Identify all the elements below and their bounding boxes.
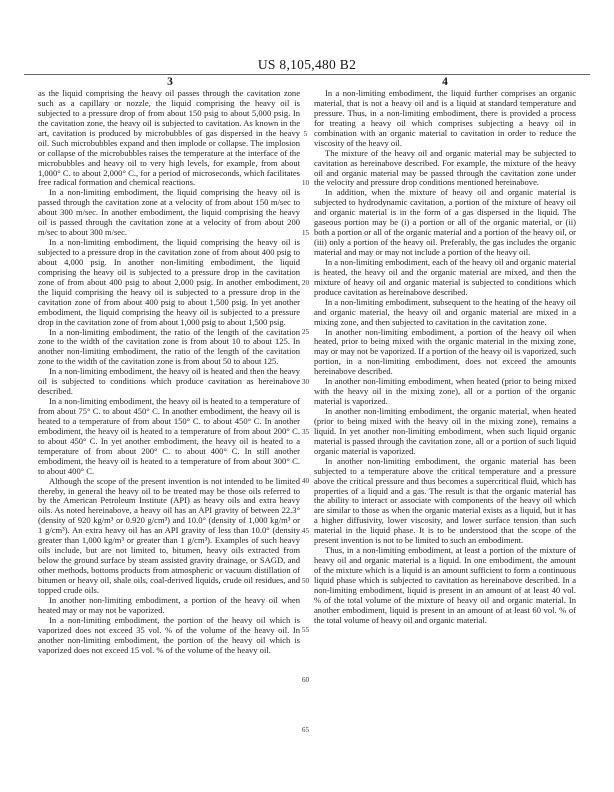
line-number: 30 bbox=[301, 376, 310, 386]
line-number: 5 bbox=[303, 128, 308, 138]
paragraph: The mixture of the heavy oil and organic material may be subjected to cavitation as hereinabove described. For example, the mixture of the heavy oil and organic material may be passed through the cavitation zone under the velocity and pressure drop conditions mentioned hereinabove. bbox=[314, 147, 576, 188]
line-number: 10 bbox=[301, 178, 310, 188]
column-number-right: 4 bbox=[442, 76, 448, 88]
paragraph: In a non-limiting embodiment, the heavy oil is heated to a temperature of from about 75° C. to about 450° C. In another embodiment, the heavy oil is heated to a temperature of from about 150° C. to about 450° C. In another embodiment, the heavy oil is heated to a temperature of from about 200° C. to about 450° C. In yet another embodiment, the heavy oil is heated to a temperature of from about 200° C. to about 400° C. In still another embodiment, the heavy oil is heated to a temperature of from about 300° C. to about 400° C. bbox=[38, 396, 300, 476]
paragraph: In another non-limiting embodiment, the organic material has been subjected to a temperature above the critical temperature and a pressure above the critical pressure and thus becomes a supercritical fluid, which has properties of a liquid and a gas. The result is that the organic material has the ability to interact or associate with components of the heavy oil which are similar to those as when the organic material exists as a liquid, but it has a higher diffusivity, lower viscosity, and lower surface tension than such material in the liquid phase. It is to be understood that the scope of the present invention is not to be limited to such an embodiment. bbox=[314, 455, 576, 546]
paragraph: Thus, in a non-limiting embodiment, at least a portion of the mixture of heavy oil and organic material is a liquid. In one embodiment, the amount of the mixture which is a liquid is an amount sufficient to form a continuous liquid phase which is subjected to cavitation as hereinabove described. In a non-limiting embodiment, liquid is present in an amount of at least 40 vol. % of the total volume of the mixture of heavy oil and organic material. In another embodiment, liquid is present in an amount of at least 60 vol. % of the total volume of heavy oil and organic material. bbox=[314, 545, 576, 625]
paragraph: as the liquid comprising the heavy oil passes through the cavitation zone such as a capillary or nozzle, the liquid comprising the heavy oil is subjected to a pressure drop of from about 150 psig to about 5,000 psig. In the cavitation zone, the heavy oil is subjected to cavitation. As known in the art, cavitation is produced by microbubbles of gas dispersed in the heavy oil. Such microbubbles expand and then implode or collapse. The implosion or collapse of the microbubbles raises the temperature at the interface of the microbubbles and heavy oil to very high levels, for example, from about 1,000° C. to about 2,000° C., for a period of microseconds, which facilitates free radical formation and chemical reactions. bbox=[38, 88, 300, 188]
paragraph: In a non-limiting embodiment, each of the heavy oil and organic material is heated, the heavy oil and the organic material are mixed, and then the mixture of heavy oil and organic material is subjected to conditions which produce cavitation as hereinabove described. bbox=[314, 256, 576, 297]
paragraph: In another non-limiting embodiment, when heated (prior to being mixed with the heavy oil in the mixing zone), all or a portion of the organic material is vaporized. bbox=[314, 376, 576, 407]
paragraph: In a non-limiting embodiment, the liquid comprising the heavy oil is passed through the cavitation zone at a velocity of from about 150 m/sec to about 300 m/sec. In another embodiment, the liquid comprising the heavy oil is passed through the cavitation zone at a velocity of from about 200 m/sec to about 300 m/sec. bbox=[38, 187, 300, 238]
line-number: 35 bbox=[301, 426, 310, 436]
line-number: 45 bbox=[301, 525, 310, 535]
column-number-left: 3 bbox=[167, 76, 173, 88]
paragraph: In a non-limiting embodiment, the portion of the heavy oil which is vaporized does not exceed 35 vol. % of the volume of the heavy oil. In another non-limiting embodiment, the portion of the heavy oil which is vaporized does not exceed 15 vol. % of the volume of the heavy oil. bbox=[38, 614, 300, 655]
paragraph: In a non-limiting embodiment, the liquid further comprises an organic material, that is not a heavy oil and is a liquid at standard temperature and pressure. Thus, in a non-limiting embodiment, there is provided a process for treating a heavy oil which comprises subjecting a heavy oil in combination with an organic material to cavitation in order to reduce the viscosity of the heavy oil. bbox=[314, 88, 576, 148]
line-number: 50 bbox=[301, 575, 310, 585]
line-number: 40 bbox=[301, 476, 310, 486]
line-number: 60 bbox=[301, 674, 310, 684]
patent-column-4 bbox=[314, 89, 576, 626]
line-number: 15 bbox=[301, 228, 310, 237]
column-body bbox=[38, 89, 300, 655]
paragraph: In a non-limiting embodiment, the heavy oil is heated and then the heavy oil is subjected to conditions which produce cavitation as hereinabove described. bbox=[38, 366, 300, 397]
column-body bbox=[314, 89, 576, 626]
paragraph: In a non-limiting embodiment, the liquid comprising the heavy oil is subjected to a pressure drop in the cavitation zone of from about 400 psig to about 4,000 psig. In another non-limiting embodiment, the liquid comprising the heavy oil is subjected to a pressure drop in the cavitation zone of from about 400 psig to about 2,000 psig. In another embodiment, the liquid comprising the heavy oil is subjected to a pressure drop in the cavitation zone of from about 400 psig to about 1,500 psig. In yet another embodiment, the liquid comprising the heavy oil is subjected to a pressure drop in the cavitation zone of from about 1,000 psig to about 1,500 psig. bbox=[38, 237, 300, 327]
line-number: 55 bbox=[301, 625, 310, 635]
patent-number-header: US 8,105,480 B2 bbox=[257, 57, 357, 72]
paragraph: In another non-limiting embodiment, a portion of the heavy oil when heated may or may not be vaporized. bbox=[38, 594, 300, 615]
paragraph: In a non-limiting embodiment, subsequent to the heating of the heavy oil and organic material, the heavy oil and organic material are mixed in a mixing zone, and then subjected to cavitation in the cavitation zone. bbox=[314, 296, 576, 327]
line-number: 25 bbox=[301, 327, 310, 337]
paragraph: In another non-limiting embodiment, a portion of the heavy oil when heated, prior to being mixed with the organic material in the mixing zone, may or may not be vaporized. If a portion of the heavy oil is vaporized, such portion, in a non-limiting embodiment, does not exceed the amounts hereinabove described. bbox=[314, 326, 576, 377]
patent-column-3 bbox=[38, 89, 300, 655]
line-number: 65 bbox=[301, 724, 310, 734]
line-number: 20 bbox=[301, 277, 310, 287]
header-rule bbox=[24, 74, 590, 75]
paragraph: In addition, when the mixture of heavy oil and organic material is subjected to hydrodynamic cavitation, a portion of the mixture of heavy oil and organic material is in the form of a gas dispersed in the liquid. The gaseous portion may be (i) a portion or all of the organic material, or (ii) both a portion or all of the organic material and a portion of the heavy oil, or (iii) only a portion of the heavy oil. Preferably, the gas includes the organic material and may or may not include a portion of the heavy oil. bbox=[314, 187, 576, 257]
line-number-gutter bbox=[297, 89, 314, 769]
paragraph: In a non-limiting embodiment, the ratio of the length of the cavitation zone to the width of the cavitation zone is from about 10 to about 125. In another non-limiting embodiment, the ratio of the length of the cavitation zone to the width of the cavitation zone is from about 50 to about 125. bbox=[38, 326, 300, 367]
paragraph: In another non-limiting embodiment, the organic material, when heated (prior to being mixed with the heavy oil in the mixing zone), remains a liquid. In yet another non-limiting embodiment, when such liquid organic material is passed through the cavitation zone, all or a portion of such liquid organic material is vaporized. bbox=[314, 406, 576, 456]
paragraph: Although the scope of the present invention is not intended to be limited thereby, in general the heavy oil to be treated may be those oils referred to by the American Petroleum Institute (API) as heavy oils and extra heavy oils. As noted hereinabove, a heavy oil has an API gravity of between 22.3° (density of 920 kg/m³ or 0.920 g/cm³) and 10.0° (density of 1,000 kg/m³ or 1 g/cm³). An extra heavy oil has an API gravity of less than 10.0° (density greater than 1,000 kg/m³ or greater than 1 g/cm³). Examples of such heavy oils include, but are not limited to, bitumen, heavy oils extracted from below the ground surface by steam assisted gravity drainage, or SAGD, and other methods, bottoms products from atmospheric or vacuum distillation of bitumen or heavy oil, shale oils, coal-derived liquids, crude oil residues, and topped crude oils. bbox=[38, 475, 300, 595]
